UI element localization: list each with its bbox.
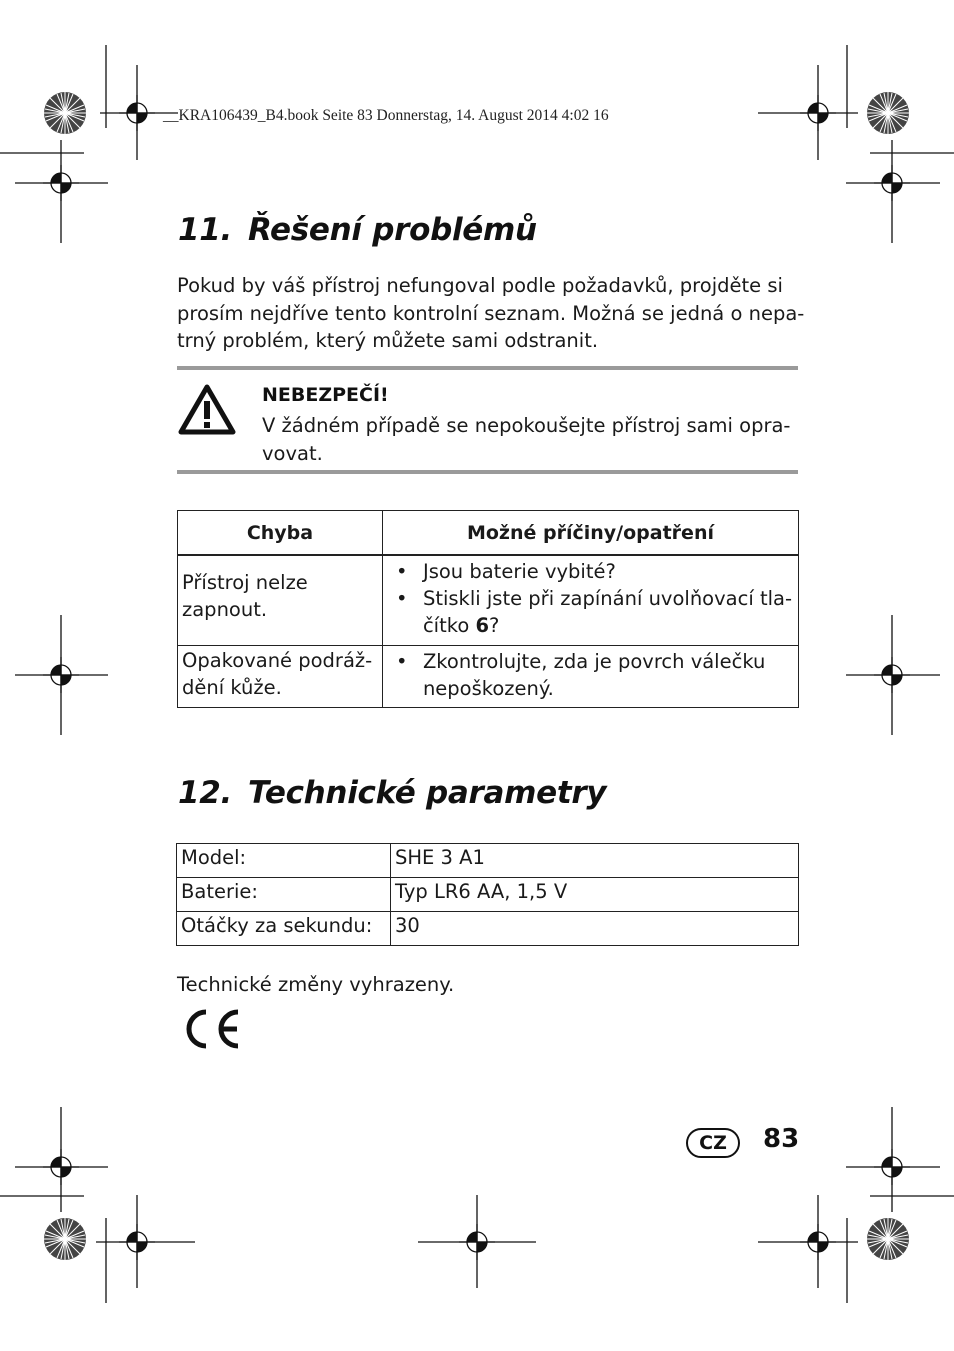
param-value: Typ LR6 AA, 1,5 V <box>391 878 799 912</box>
bullet-text: Stiskli jste při zapínání uvolňovací tla- <box>422 587 792 610</box>
bullet-text-suffix: ? <box>489 614 500 637</box>
problem-line: Opakované podráž- <box>182 648 373 672</box>
causes-cell <box>382 555 798 645</box>
problem-cell <box>178 645 383 707</box>
param-value: 30 <box>391 912 799 946</box>
param-key: Model: <box>177 844 391 878</box>
column-header-causes: Možné příčiny/opatření <box>382 511 798 556</box>
bullet-item <box>389 558 792 585</box>
bullet-text <box>423 612 792 639</box>
bullet-text: Zkontrolujte, zda je povrch válečku <box>422 649 766 673</box>
section-11-title: Řešení problémů <box>248 212 537 248</box>
problem-line: zapnout. <box>182 598 268 621</box>
section-11-heading <box>178 212 537 248</box>
warning-title: NEBEZPEČÍ! <box>262 384 389 406</box>
causes-cell <box>382 645 798 707</box>
country-badge: CZ <box>686 1128 740 1158</box>
warning-bottom-rule <box>177 470 798 474</box>
button-reference-number: 6 <box>475 614 490 637</box>
problem-cell <box>178 555 383 645</box>
bullet-glyph: • <box>395 587 408 610</box>
bullet-glyph: • <box>395 560 408 583</box>
column-header-problem: Chyba <box>178 511 383 556</box>
intro-line: Pokud by váš přístroj nefungoval podle požadavků, projděte si <box>177 274 783 297</box>
warning-line: V žádném případě se nepokoušejte přístroj sami opra- <box>262 414 791 437</box>
warning-triangle-icon <box>178 384 236 436</box>
section-12-heading <box>178 775 606 811</box>
table-row <box>177 912 799 946</box>
problem-line: dění kůže. <box>182 675 282 699</box>
technical-parameters-table <box>176 843 799 946</box>
warning-top-rule <box>177 366 798 370</box>
param-value: SHE 3 A1 <box>391 844 799 878</box>
section-12-number: 12. <box>178 775 233 811</box>
bullet-glyph: • <box>395 649 408 673</box>
table-header-row <box>178 511 799 556</box>
bullet-text: Jsou baterie vybité? <box>422 560 616 583</box>
intro-line: trný problém, který můžete sami odstranit. <box>177 329 599 352</box>
bullet-text: nepoškozený. <box>422 676 554 700</box>
section-11-intro <box>177 272 805 355</box>
troubleshooting-table <box>177 510 799 708</box>
ce-mark-logo <box>180 1008 242 1050</box>
page-number: 83 <box>763 1124 800 1154</box>
bullet-item <box>389 648 792 702</box>
intro-line: prosím nejdříve tento kontrolní seznam. Možná se jedná o nepa- <box>177 301 805 325</box>
problem-line: Přístroj nelze <box>182 571 308 594</box>
section-12-title: Technické parametry <box>248 775 607 811</box>
section-11-number: 11. <box>178 212 233 248</box>
table-row <box>178 555 799 645</box>
param-key: Otáčky za sekundu: <box>177 912 391 946</box>
technical-changes-note <box>177 971 802 999</box>
warning-text <box>262 412 790 467</box>
print-header-info: __KRA106439_B4.book Seite 83 Donnerstag, 14. August 2014 4:02 16 <box>163 107 609 124</box>
note-text: Technické změny vyhrazeny. <box>177 973 455 996</box>
table-row <box>177 844 799 878</box>
warning-line: vovat. <box>262 441 323 465</box>
param-key: Baterie: <box>177 878 391 912</box>
table-row <box>177 878 799 912</box>
bullet-item <box>389 585 792 639</box>
bullet-text-prefix: čítko <box>422 614 476 637</box>
table-row <box>178 645 799 707</box>
